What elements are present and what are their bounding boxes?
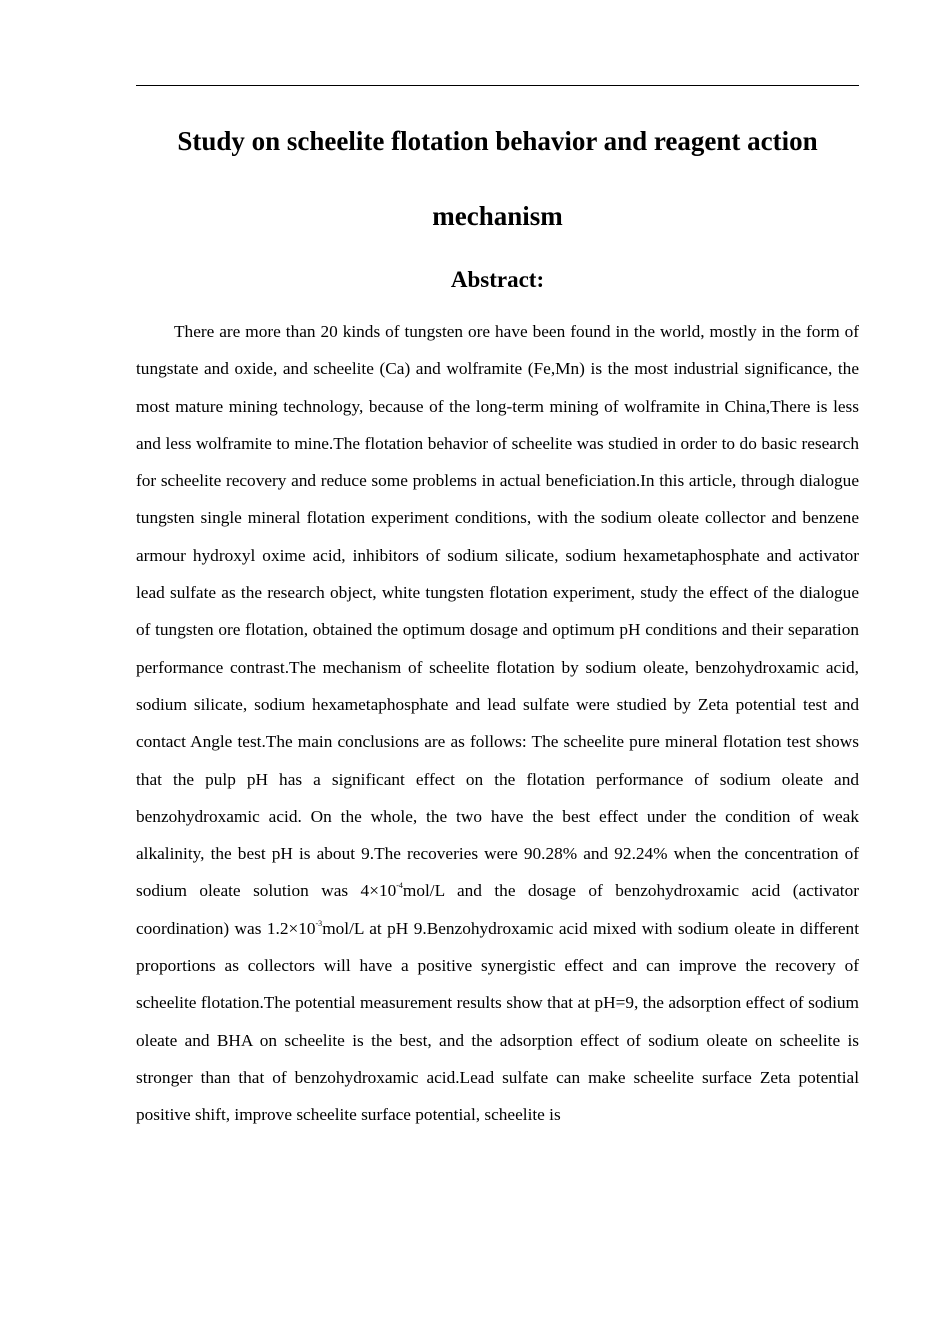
abstract-text-part-2: mol/L and the dosage of benzohydroxamic acid (activator coordination) was 1.2×10 bbox=[136, 881, 859, 938]
exponent-dosage: -3 bbox=[315, 918, 323, 928]
exponent-concentration: -4 bbox=[396, 881, 403, 891]
abstract-text-part-1: There are more than 20 kinds of tungsten ore have been found in the world, mostly in the form of tungstate and oxide, and scheelite (Ca) and wolframite (Fe,Mn) is the most industrial significance, the most mature mining technology, because of the long-term mining of wolframite in China,There is less and less wolframite to mine.The flotation behavior of scheelite was studied in order to do basic research for scheelite recovery and reduce some problems in actual beneficiation.In this article, through dialogue tungsten single mineral flotation experiment conditions, with the sodium oleate collector and benzene armour hydroxyl oxime acid, inhibitors of sodium silicate, sodium hexametaphosphate and activator lead sulfate as the research object, white tungsten flotation experiment, study the effect of the dialogue of tungsten ore flotation, obtained the optimum dosage and optimum pH conditions and their separation performance contrast.The mechanism of scheelite flotation by sodium oleate, benzohydroxamic acid, sodium silicate, sodium hexametaphosphate and lead sulfate were studied by Zeta potential test and contact Angle test.The main conclusions are as follows: The scheelite pure mineral flotation test shows that the pulp pH has a significant effect on the flotation performance of sodium oleate and benzohydroxamic acid. On the whole, the two have the best effect under the condition of weak alkalinity, the best pH is about 9.The recoveries were 90.28% and 92.24% when the concentration of sodium oleate solution was 4×10 bbox=[136, 322, 859, 901]
abstract-text-part-3: mol/L at pH 9.Benzohydroxamic acid mixed with sodium oleate in different proportions as collectors will have a positive synergistic effect and can improve the recovery of scheelite flotation.The potential measurement results show that at pH=9, the adsorption effect of sodium oleate and BHA on scheelite is the best, and the adsorption effect of sodium oleate on scheelite is stronger than that of benzohydroxamic acid.Lead sulfate can make scheelite surface Zeta potential positive shift, improve scheelite surface potential, scheelite is bbox=[136, 918, 859, 1125]
abstract-paragraph bbox=[136, 313, 859, 1134]
header-rule bbox=[136, 85, 859, 86]
paper-title: Study on scheelite flotation behavior and reagent action mechanism bbox=[177, 126, 818, 231]
abstract-heading: Abstract: bbox=[450, 267, 545, 292]
